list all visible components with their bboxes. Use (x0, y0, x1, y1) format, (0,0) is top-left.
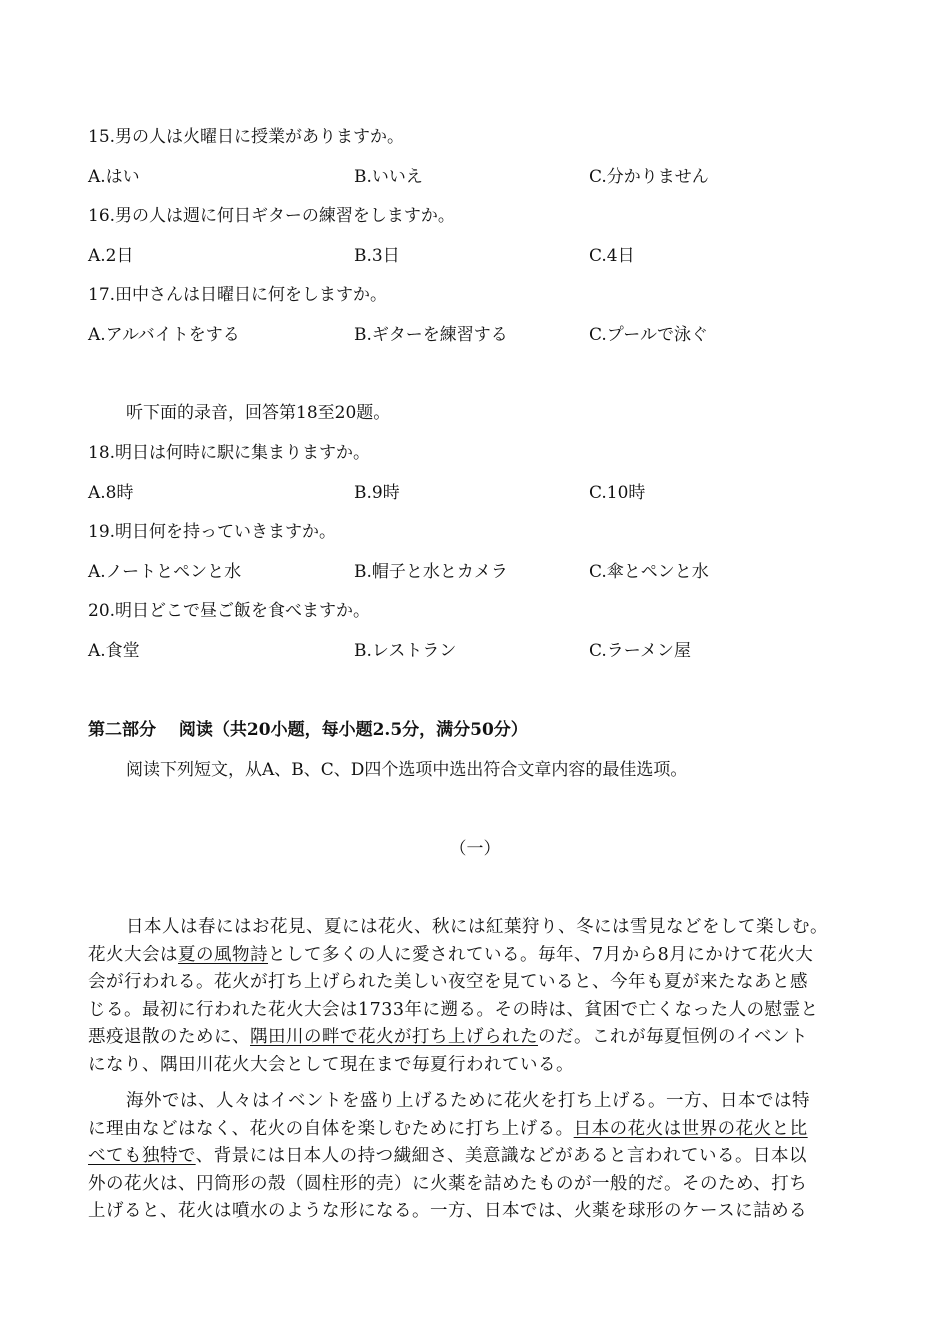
underlined-phrase: 日本の花火は世界の花火と比 (573, 1118, 808, 1139)
paragraph-line: 会が行われる。花火が打ち上げられた美しい夜空を見ていると、今年も夏が来たなあと感 (88, 972, 808, 992)
question-17-option-c: C.プールで泳ぐ (589, 325, 708, 345)
underlined-phrase: 夏の風物詩 (178, 944, 268, 965)
question-19: 19.明日何を持っていきますか。 (88, 522, 337, 542)
section-title: 第二部分 阅读（共20小题，每小题2.5分，满分50分） (88, 720, 528, 740)
question-19-option-b: B.帽子と水とカメラ (354, 562, 508, 582)
question-16-option-b: B.3日 (354, 246, 400, 266)
question-17-option-b: B.ギターを練習する (354, 325, 508, 345)
question-20-option-b: B.レストラン (354, 641, 457, 661)
passage-paragraph-2 (88, 1088, 860, 1226)
paragraph-line: 海外では、人々はイベントを盛り上げるために花火を打ち上げる。一方、日本では特 (126, 1091, 810, 1111)
paragraph-line: 花火大会は夏の風物詩として多くの人に愛されている。毎年、7月から8月にかけて花火大 (88, 944, 814, 965)
question-15-option-c: C.分かりません (589, 167, 709, 187)
underlined-phrase: 隅田川の畔で花火が打ち上げられた (250, 1027, 538, 1047)
underlined-phrase: べても独特で (88, 1146, 196, 1166)
question-18-option-c: C.10時 (589, 483, 646, 503)
question-18: 18.明日は何時に駅に集まりますか。 (88, 443, 371, 463)
question-20: 20.明日どこで昼ご飯を食べますか。 (88, 601, 371, 621)
question-18-option-b: B.9時 (354, 483, 400, 503)
paragraph-line: 日本人は春にはお花見、夏には花火、秋には紅葉狩り、冬には雪見などをして楽しむ。 (126, 917, 828, 937)
paragraph-line: に理由などはなく、花火の自体を楽しむために打ち上げる。日本の花火は世界の花火と比 (88, 1118, 808, 1139)
question-16: 16.男の人は週に何日ギターの練習をしますか。 (88, 206, 455, 226)
question-19-option-c: C.傘とペンと水 (589, 562, 709, 582)
question-16-option-c: C.4日 (589, 246, 635, 266)
paragraph-line: 外の花火は、円筒形の殻（圆柱形的壳）に火薬を詰めたものが一般的だ。そのため、打ち (88, 1173, 808, 1194)
question-19-option-a: A.ノートとペンと水 (88, 562, 242, 582)
question-15: 15.男の人は火曜日に授業がありますか。 (88, 127, 405, 147)
question-16-option-a: A.2日 (88, 246, 134, 266)
question-17: 17.田中さんは日曜日に何をしますか。 (88, 285, 388, 305)
paragraph-line: べても独特で、背景には日本人の持つ繊細さ、美意識などがあると言われている。日本以 (88, 1146, 807, 1166)
question-15-option-a: A.はい (88, 167, 140, 187)
paragraph-line: じる。最初に行われた花火大会は1733年に遡る。その時は、貧困で亡くなった人の慰霊と (88, 999, 819, 1020)
passage-number: （一） (449, 839, 501, 859)
reading-instruction: 阅读下列短文，从A、B、C、D四个选项中选出符合文章内容的最佳选项。 (126, 760, 688, 780)
paragraph-line: 悪疫退散のために、隅田川の畔で花火が打ち上げられたのだ。これが毎夏恒例のイベント (88, 1027, 808, 1047)
question-15-option-b: B.いいえ (354, 167, 423, 187)
paragraph-line: 上げると、花火は噴水のような形になる。一方、日本では、火薬を球形のケースに詰める (88, 1201, 808, 1221)
question-20-option-c: C.ラーメン屋 (589, 641, 691, 661)
listening-instruction: 听下面的录音，回答第18至20题。 (126, 403, 391, 423)
question-17-option-a: A.アルバイトをする (88, 325, 240, 345)
question-20-option-a: A.食堂 (88, 641, 140, 661)
paragraph-line: になり、隅田川花火大会として現在まで毎夏行われている。 (88, 1054, 574, 1075)
question-18-option-a: A.8時 (88, 483, 134, 503)
passage-paragraph-1 (88, 914, 860, 1079)
